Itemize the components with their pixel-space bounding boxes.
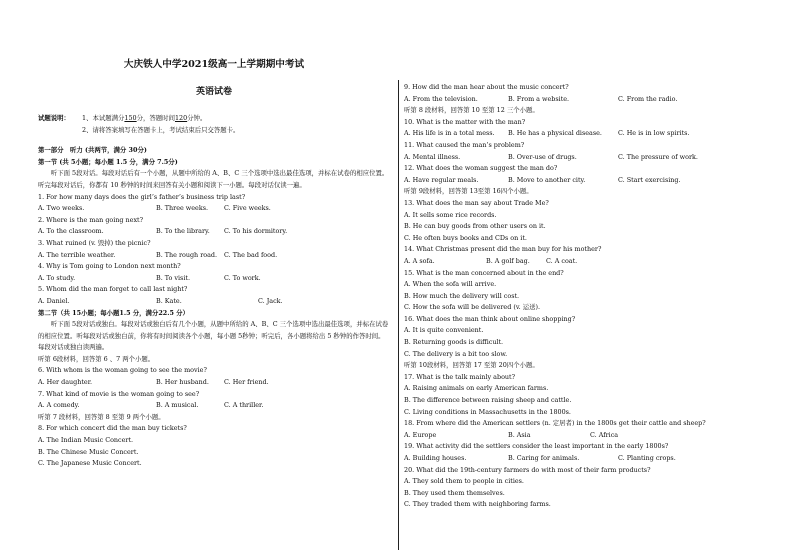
question-6: 6. With whom is the woman going to see the movie? (38, 366, 207, 375)
question-13-option-a: A. It sells some rice records. (404, 210, 497, 219)
question-1-options (38, 203, 390, 215)
question-20-option-b: B. They used them themselves. (404, 488, 505, 497)
question-5: 5. Whom did the man forget to call last night? (38, 285, 188, 294)
option-c: C. Planting crops. (618, 454, 676, 462)
question-17: 17. What is the talk mainly about? (404, 372, 516, 381)
option-c: C. The bad food. (224, 250, 278, 259)
option-a: A. Mental illness. (404, 152, 461, 161)
note-text: 分，答题时间 (136, 114, 175, 122)
option-c: C. A coat. (546, 256, 578, 265)
question-10: 10. What is the matter with the man? (404, 117, 526, 126)
question-4: 4. Why is Tom going to London next month? (38, 262, 181, 271)
option-b: B. Caring for animals. (508, 454, 580, 462)
question-8-option-a: A. The Indian Music Concert. (38, 436, 134, 445)
full-score: 150 (124, 114, 137, 122)
question-10-options (404, 128, 769, 140)
question-18: 18. From where did the American settlers (n. 定居者) in the 1800s get their cattle and sheep? (404, 419, 706, 428)
question-2-options (38, 226, 390, 238)
question-9: 9. How did the man hear about the music concert? (404, 83, 569, 91)
option-a: A. To the classroom. (38, 227, 104, 236)
option-a: A. Building houses. (404, 454, 467, 462)
question-20-option-a: A. They sold them to people in cities. (404, 477, 524, 486)
question-16-option-a: A. It is quite convenient. (404, 326, 484, 335)
option-a: A. Have regular meals. (404, 175, 479, 184)
question-7-options (38, 400, 390, 412)
option-c: C. Jack. (258, 296, 283, 305)
question-14-options (404, 256, 769, 268)
option-c: C. Start exercising. (618, 175, 681, 184)
option-c: C. The pressure of work. (618, 152, 698, 161)
question-12: 12. What does the woman suggest the man do? (404, 164, 558, 173)
option-c: C. He is in low spirits. (618, 129, 690, 138)
option-b: B. Three weeks. (156, 204, 209, 213)
question-12-options (404, 175, 769, 187)
question-17-option-b: B. The difference between raising sheep and cattle. (404, 396, 572, 405)
option-b: B. Her husband. (156, 378, 209, 387)
option-a: A. To study. (38, 273, 76, 282)
option-b: B. Kate. (156, 296, 182, 305)
question-2: 2. Where is the man going next? (38, 215, 144, 224)
listen-9-instruction: 听第 9段材料，回答第 13至第 16四个小题。 (404, 187, 533, 196)
option-b: B. To the library. (156, 227, 210, 236)
option-b: B. Asia (508, 430, 531, 439)
question-19-options (404, 453, 769, 465)
option-c: C. To work. (224, 273, 261, 282)
left-column (38, 58, 390, 470)
option-a: A. The terrible weather. (38, 250, 116, 259)
option-a: A. Two weeks. (38, 204, 85, 213)
exam-note-label: 试题说明： (38, 114, 70, 122)
question-1: 1. For how many days does the girl’s father’s business trip last? (38, 192, 246, 201)
section2-instructions: 听下面 5段对话或独白。每段对话或独白后有几个小题，从题中所给的 A、B、C 三个选项中选出最佳选项，并标在试卷的相应位置。听每段对话或独白前，你将有时间阅读各个小题，每小题 5秒钟；听完后，各小题将给出 5 秒钟的作答时间。每段对话或独白读两遍。 (38, 320, 389, 352)
question-11-options (404, 152, 769, 164)
question-17-option-c: C. Living conditions in Massachusetts in the 1800s. (404, 407, 571, 416)
section2-heading: 第二节（共 15小题；每小题1.5 分，满分22.5 分） (38, 308, 189, 317)
question-15-option-b: B. How much the delivery will cost. (404, 291, 520, 300)
option-b: B. A golf bag. (486, 256, 530, 265)
question-13: 13. What does the man say about Trade Me? (404, 198, 549, 207)
listen-8-instruction: 听第 8 段材料，回答第 10 至第 12 三个小题。 (404, 106, 539, 115)
option-a: A. A sofa. (404, 256, 435, 265)
section1-heading: 第一节 (共 5小题；每小题 1.5 分，满分 7.5分) (38, 157, 178, 166)
question-3: 3. What ruined (v. 毁掉) the picnic? (38, 238, 151, 247)
option-b: B. To visit. (156, 273, 190, 282)
exam-note-line2: 2、请将答案填写在答题卡上，考试结束后只交答题卡。 (82, 125, 240, 134)
exam-subtitle: 英语试卷 (195, 87, 232, 97)
right-column (404, 82, 769, 511)
option-a: A. A comedy. (38, 401, 80, 410)
exam-time: 120 (174, 114, 188, 122)
question-4-options (38, 273, 390, 285)
question-18-options (404, 430, 769, 442)
option-b: B. The rough road. (156, 250, 218, 259)
exam-note (38, 113, 390, 136)
question-13-option-c: C. He often buys books and CDs on it. (404, 233, 527, 242)
exam-title: 大庆铁人中学2021级高一上学期期中考试 (123, 59, 305, 70)
question-9-options (404, 94, 769, 106)
column-divider (398, 80, 399, 550)
question-8: 8. For which concert did the man buy tickets? (38, 424, 187, 433)
part1-heading: 第一部分 听力 (共两节，满分 30分) (38, 146, 147, 155)
option-a: A. Her daughter. (38, 378, 93, 387)
option-c: C. Her friend. (224, 378, 269, 387)
option-c: C. To his dormitory. (224, 227, 288, 236)
question-20: 20. What did the 19th-century farmers do with most of their farm products? (404, 465, 651, 474)
listen-7-instruction: 听第 7 段材料，回答第 8 至第 9 两个小题。 (38, 412, 165, 421)
option-c: C. From the radio. (618, 94, 678, 103)
question-15-option-c: C. How the sofa will be delivered (v. 运送). (404, 303, 541, 312)
note-text: 分钟。 (187, 114, 207, 122)
question-7: 7. What kind of movie is the woman going to see? (38, 389, 200, 398)
question-5-options (38, 296, 390, 308)
question-6-options (38, 377, 390, 389)
listen-6-instruction: 听第 6段材料，回答第 6 、7 两个小题。 (38, 354, 155, 363)
listen-10-instruction: 听第 10段材料，回答第 17 至第 20四个小题。 (404, 361, 539, 370)
question-15: 15. What is the man concerned about in the end? (404, 268, 564, 277)
section1-instructions: 听下面 5段对话。每段对话后有一个小题，从题中所给的 A、B、C 三个选项中选出最佳选项，并标在试卷的相应位置。听完每段对话后，你都有 10 秒钟的时间来回答有关小题和阅读下一小题。每段对话仅读一遍。 (38, 169, 389, 189)
question-16-option-c: C. The delivery is a bit too slow. (404, 349, 508, 358)
option-a: A. His life is in a total mess. (404, 129, 495, 138)
question-19: 19. What activity did the settlers consider the least important in the early 1800s? (404, 442, 669, 451)
question-16: 16. What does the man think about online shopping? (404, 314, 576, 323)
question-8-option-b: B. The Chinese Music Concert. (38, 447, 139, 456)
question-3-options (38, 250, 390, 262)
option-c: C. Africa (590, 430, 619, 439)
option-b: B. He has a physical disease. (508, 129, 602, 138)
question-20-option-c: C. They traded them with neighboring farms. (404, 500, 551, 509)
note-text: 1、本试题满分 (82, 114, 125, 122)
option-b: B. From a website. (508, 94, 570, 103)
question-8-option-c: C. The Japanese Music Concert. (38, 459, 142, 468)
option-c: C. A thriller. (224, 401, 264, 410)
question-14: 14. What Christmas present did the man buy for his mother? (404, 245, 602, 254)
option-a: A. Daniel. (38, 296, 70, 305)
question-16-option-b: B. Returning goods is difficult. (404, 338, 504, 347)
question-11: 11. What caused the man’s problem? (404, 140, 525, 149)
question-13-option-b: B. He can buy goods from other users on it. (404, 222, 546, 231)
option-a: A. From the television. (404, 94, 478, 103)
option-c: C. Five weeks. (224, 204, 271, 213)
option-b: B. A musical. (156, 401, 199, 410)
option-b: B. Over-use of drugs. (508, 152, 577, 161)
exam-note-line1 (82, 113, 239, 125)
question-15-option-a: A. When the sofa will arrive. (404, 280, 497, 289)
option-a: A. Europe (404, 430, 437, 439)
question-17-option-a: A. Raising animals on early American farms. (404, 384, 549, 393)
option-b: B. Move to another city. (508, 175, 586, 184)
